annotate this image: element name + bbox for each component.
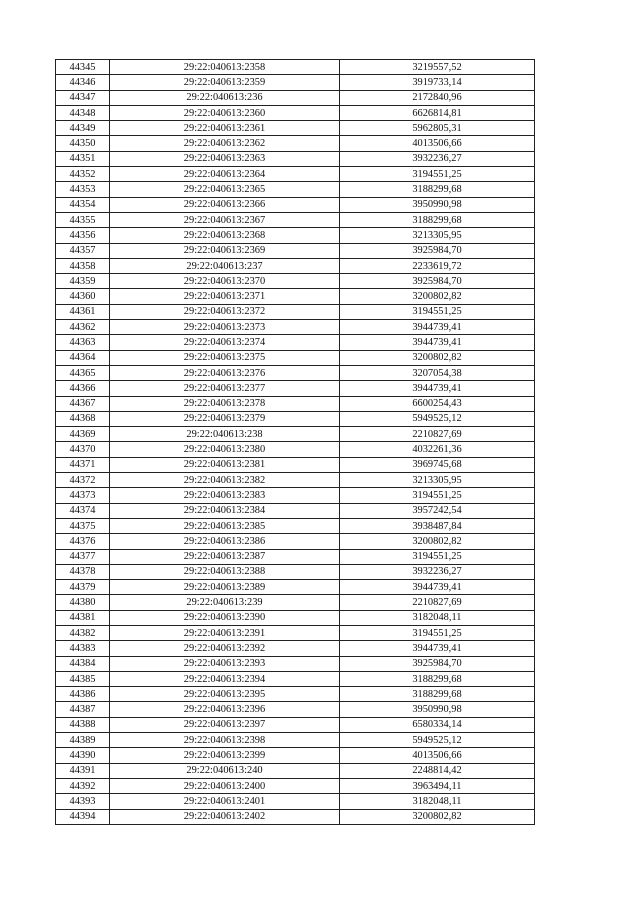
table-row bbox=[56, 656, 535, 671]
value-cell: 3919733,14 bbox=[340, 75, 535, 90]
value-cell: 4032261,36 bbox=[340, 442, 535, 457]
cadastral-number-cell: 29:22:040613:239 bbox=[110, 595, 340, 610]
table-row bbox=[56, 625, 535, 640]
cadastral-number-cell: 29:22:040613:2398 bbox=[110, 733, 340, 748]
table-row bbox=[56, 457, 535, 472]
cadastral-number-cell: 29:22:040613:2390 bbox=[110, 610, 340, 625]
row-number-cell: 44361 bbox=[56, 304, 110, 319]
table-row bbox=[56, 488, 535, 503]
table-row bbox=[56, 518, 535, 533]
cadastral-number-cell: 29:22:040613:2386 bbox=[110, 534, 340, 549]
value-cell: 3188299,68 bbox=[340, 182, 535, 197]
table-row bbox=[56, 75, 535, 90]
cadastral-number-cell: 29:22:040613:2388 bbox=[110, 564, 340, 579]
value-cell: 3182048,11 bbox=[340, 610, 535, 625]
table-row bbox=[56, 320, 535, 335]
row-number-cell: 44375 bbox=[56, 518, 110, 533]
row-number-cell: 44355 bbox=[56, 212, 110, 227]
cadastral-number-cell: 29:22:040613:2397 bbox=[110, 717, 340, 732]
value-cell: 3188299,68 bbox=[340, 687, 535, 702]
cadastral-number-cell: 29:22:040613:2362 bbox=[110, 136, 340, 151]
row-number-cell: 44364 bbox=[56, 350, 110, 365]
table-row bbox=[56, 534, 535, 549]
value-cell: 3944739,41 bbox=[340, 641, 535, 656]
row-number-cell: 44381 bbox=[56, 610, 110, 625]
cadastral-number-cell: 29:22:040613:2389 bbox=[110, 580, 340, 595]
cadastral-number-cell: 29:22:040613:238 bbox=[110, 427, 340, 442]
table-row bbox=[56, 503, 535, 518]
value-cell: 3957242,54 bbox=[340, 503, 535, 518]
table-row bbox=[56, 641, 535, 656]
table-row bbox=[56, 763, 535, 778]
cadastral-number-cell: 29:22:040613:2394 bbox=[110, 671, 340, 686]
row-number-cell: 44394 bbox=[56, 809, 110, 824]
table-row bbox=[56, 228, 535, 243]
row-number-cell: 44372 bbox=[56, 473, 110, 488]
cadastral-number-cell: 29:22:040613:2395 bbox=[110, 687, 340, 702]
table-row bbox=[56, 90, 535, 105]
table-body bbox=[56, 60, 535, 825]
value-cell: 3200802,82 bbox=[340, 534, 535, 549]
row-number-cell: 44352 bbox=[56, 167, 110, 182]
table-row bbox=[56, 167, 535, 182]
cadastral-number-cell: 29:22:040613:2372 bbox=[110, 304, 340, 319]
value-cell: 3182048,11 bbox=[340, 794, 535, 809]
row-number-cell: 44373 bbox=[56, 488, 110, 503]
row-number-cell: 44385 bbox=[56, 671, 110, 686]
row-number-cell: 44351 bbox=[56, 151, 110, 166]
row-number-cell: 44347 bbox=[56, 90, 110, 105]
row-number-cell: 44353 bbox=[56, 182, 110, 197]
cadastral-number-cell: 29:22:040613:2387 bbox=[110, 549, 340, 564]
cadastral-number-cell: 29:22:040613:236 bbox=[110, 90, 340, 105]
value-cell: 3194551,25 bbox=[340, 304, 535, 319]
cadastral-number-cell: 29:22:040613:2369 bbox=[110, 243, 340, 258]
cadastral-number-cell: 29:22:040613:2374 bbox=[110, 335, 340, 350]
table-row bbox=[56, 778, 535, 793]
row-number-cell: 44378 bbox=[56, 564, 110, 579]
cadastral-number-cell: 29:22:040613:2358 bbox=[110, 60, 340, 75]
row-number-cell: 44390 bbox=[56, 748, 110, 763]
row-number-cell: 44350 bbox=[56, 136, 110, 151]
row-number-cell: 44391 bbox=[56, 763, 110, 778]
table-row bbox=[56, 182, 535, 197]
table-row bbox=[56, 564, 535, 579]
cadastral-number-cell: 29:22:040613:2383 bbox=[110, 488, 340, 503]
value-cell: 5949525,12 bbox=[340, 411, 535, 426]
value-cell: 3213305,95 bbox=[340, 473, 535, 488]
value-cell: 6580334,14 bbox=[340, 717, 535, 732]
cadastral-number-cell: 29:22:040613:2377 bbox=[110, 381, 340, 396]
cadastral-number-cell: 29:22:040613:2382 bbox=[110, 473, 340, 488]
table-row bbox=[56, 702, 535, 717]
value-cell: 6626814,81 bbox=[340, 105, 535, 120]
table-row bbox=[56, 411, 535, 426]
cadastral-number-cell: 29:22:040613:2360 bbox=[110, 105, 340, 120]
value-cell: 3950990,98 bbox=[340, 197, 535, 212]
value-cell: 3194551,25 bbox=[340, 625, 535, 640]
table-row bbox=[56, 442, 535, 457]
row-number-cell: 44393 bbox=[56, 794, 110, 809]
row-number-cell: 44354 bbox=[56, 197, 110, 212]
value-cell: 3963494,11 bbox=[340, 778, 535, 793]
table-row bbox=[56, 60, 535, 75]
table-row bbox=[56, 289, 535, 304]
row-number-cell: 44371 bbox=[56, 457, 110, 472]
value-cell: 3213305,95 bbox=[340, 228, 535, 243]
row-number-cell: 44362 bbox=[56, 320, 110, 335]
value-cell: 4013506,66 bbox=[340, 748, 535, 763]
row-number-cell: 44383 bbox=[56, 641, 110, 656]
cadastral-number-cell: 29:22:040613:2401 bbox=[110, 794, 340, 809]
row-number-cell: 44369 bbox=[56, 427, 110, 442]
cadastral-number-cell: 29:22:040613:2384 bbox=[110, 503, 340, 518]
cadastral-number-cell: 29:22:040613:2399 bbox=[110, 748, 340, 763]
value-cell: 3207054,38 bbox=[340, 365, 535, 380]
table-row bbox=[56, 121, 535, 136]
row-number-cell: 44376 bbox=[56, 534, 110, 549]
value-cell: 2210827,69 bbox=[340, 427, 535, 442]
row-number-cell: 44349 bbox=[56, 121, 110, 136]
row-number-cell: 44348 bbox=[56, 105, 110, 120]
row-number-cell: 44386 bbox=[56, 687, 110, 702]
cadastral-number-cell: 29:22:040613:2396 bbox=[110, 702, 340, 717]
cadastral-number-cell: 29:22:040613:2392 bbox=[110, 641, 340, 656]
cadastral-number-cell: 29:22:040613:2365 bbox=[110, 182, 340, 197]
row-number-cell: 44360 bbox=[56, 289, 110, 304]
row-number-cell: 44359 bbox=[56, 274, 110, 289]
cadastral-value-table bbox=[55, 59, 535, 825]
cadastral-number-cell: 29:22:040613:2391 bbox=[110, 625, 340, 640]
value-cell: 3200802,82 bbox=[340, 809, 535, 824]
table-row bbox=[56, 197, 535, 212]
row-number-cell: 44357 bbox=[56, 243, 110, 258]
table-row bbox=[56, 258, 535, 273]
cadastral-number-cell: 29:22:040613:2373 bbox=[110, 320, 340, 335]
table-row bbox=[56, 151, 535, 166]
value-cell: 3938487,84 bbox=[340, 518, 535, 533]
cadastral-number-cell: 29:22:040613:2363 bbox=[110, 151, 340, 166]
table-row bbox=[56, 335, 535, 350]
value-cell: 3925984,70 bbox=[340, 274, 535, 289]
value-cell: 3969745,68 bbox=[340, 457, 535, 472]
value-cell: 2172840,96 bbox=[340, 90, 535, 105]
value-cell: 2210827,69 bbox=[340, 595, 535, 610]
value-cell: 3200802,82 bbox=[340, 289, 535, 304]
cadastral-number-cell: 29:22:040613:2402 bbox=[110, 809, 340, 824]
row-number-cell: 44366 bbox=[56, 381, 110, 396]
cadastral-number-cell: 29:22:040613:2364 bbox=[110, 167, 340, 182]
value-cell: 2248814,42 bbox=[340, 763, 535, 778]
cadastral-number-cell: 29:22:040613:2370 bbox=[110, 274, 340, 289]
row-number-cell: 44358 bbox=[56, 258, 110, 273]
table-row bbox=[56, 549, 535, 564]
cadastral-number-cell: 29:22:040613:2359 bbox=[110, 75, 340, 90]
value-cell: 3194551,25 bbox=[340, 488, 535, 503]
value-cell: 3219557,52 bbox=[340, 60, 535, 75]
table-row bbox=[56, 809, 535, 824]
table-row bbox=[56, 717, 535, 732]
table-row bbox=[56, 580, 535, 595]
cadastral-number-cell: 29:22:040613:2361 bbox=[110, 121, 340, 136]
value-cell: 3194551,25 bbox=[340, 549, 535, 564]
table-row bbox=[56, 136, 535, 151]
cadastral-number-cell: 29:22:040613:2376 bbox=[110, 365, 340, 380]
cadastral-number-cell: 29:22:040613:2380 bbox=[110, 442, 340, 457]
row-number-cell: 44392 bbox=[56, 778, 110, 793]
cadastral-number-cell: 29:22:040613:2378 bbox=[110, 396, 340, 411]
row-number-cell: 44387 bbox=[56, 702, 110, 717]
value-cell: 2233619,72 bbox=[340, 258, 535, 273]
table-row bbox=[56, 212, 535, 227]
value-cell: 3932236,27 bbox=[340, 151, 535, 166]
table-row bbox=[56, 365, 535, 380]
value-cell: 5962805,31 bbox=[340, 121, 535, 136]
value-cell: 3925984,70 bbox=[340, 243, 535, 258]
cadastral-number-cell: 29:22:040613:2375 bbox=[110, 350, 340, 365]
row-number-cell: 44382 bbox=[56, 625, 110, 640]
row-number-cell: 44345 bbox=[56, 60, 110, 75]
value-cell: 3932236,27 bbox=[340, 564, 535, 579]
table-row bbox=[56, 610, 535, 625]
row-number-cell: 44377 bbox=[56, 549, 110, 564]
table-row bbox=[56, 274, 535, 289]
row-number-cell: 44389 bbox=[56, 733, 110, 748]
table-row bbox=[56, 243, 535, 258]
table-row bbox=[56, 396, 535, 411]
table-row bbox=[56, 473, 535, 488]
row-number-cell: 44368 bbox=[56, 411, 110, 426]
value-cell: 4013506,66 bbox=[340, 136, 535, 151]
cadastral-number-cell: 29:22:040613:2368 bbox=[110, 228, 340, 243]
cadastral-number-cell: 29:22:040613:2371 bbox=[110, 289, 340, 304]
cadastral-number-cell: 29:22:040613:240 bbox=[110, 763, 340, 778]
table-row bbox=[56, 733, 535, 748]
table-row bbox=[56, 794, 535, 809]
table-row bbox=[56, 350, 535, 365]
value-cell: 3925984,70 bbox=[340, 656, 535, 671]
row-number-cell: 44370 bbox=[56, 442, 110, 457]
table-row bbox=[56, 105, 535, 120]
table-row bbox=[56, 687, 535, 702]
row-number-cell: 44388 bbox=[56, 717, 110, 732]
cadastral-number-cell: 29:22:040613:2367 bbox=[110, 212, 340, 227]
cadastral-number-cell: 29:22:040613:2385 bbox=[110, 518, 340, 533]
row-number-cell: 44346 bbox=[56, 75, 110, 90]
cadastral-number-cell: 29:22:040613:237 bbox=[110, 258, 340, 273]
value-cell: 3944739,41 bbox=[340, 580, 535, 595]
value-cell: 5949525,12 bbox=[340, 733, 535, 748]
table-row bbox=[56, 671, 535, 686]
table-row bbox=[56, 427, 535, 442]
value-cell: 3188299,68 bbox=[340, 212, 535, 227]
value-cell: 3944739,41 bbox=[340, 381, 535, 396]
table-row bbox=[56, 748, 535, 763]
row-number-cell: 44384 bbox=[56, 656, 110, 671]
table-row bbox=[56, 381, 535, 396]
table-row bbox=[56, 595, 535, 610]
value-cell: 3188299,68 bbox=[340, 671, 535, 686]
row-number-cell: 44374 bbox=[56, 503, 110, 518]
cadastral-number-cell: 29:22:040613:2381 bbox=[110, 457, 340, 472]
value-cell: 6600254,43 bbox=[340, 396, 535, 411]
value-cell: 3944739,41 bbox=[340, 320, 535, 335]
row-number-cell: 44380 bbox=[56, 595, 110, 610]
row-number-cell: 44356 bbox=[56, 228, 110, 243]
value-cell: 3194551,25 bbox=[340, 167, 535, 182]
cadastral-number-cell: 29:22:040613:2400 bbox=[110, 778, 340, 793]
cadastral-number-cell: 29:22:040613:2379 bbox=[110, 411, 340, 426]
value-cell: 3200802,82 bbox=[340, 350, 535, 365]
row-number-cell: 44367 bbox=[56, 396, 110, 411]
table-row bbox=[56, 304, 535, 319]
cadastral-number-cell: 29:22:040613:2366 bbox=[110, 197, 340, 212]
row-number-cell: 44379 bbox=[56, 580, 110, 595]
row-number-cell: 44365 bbox=[56, 365, 110, 380]
cadastral-number-cell: 29:22:040613:2393 bbox=[110, 656, 340, 671]
value-cell: 3944739,41 bbox=[340, 335, 535, 350]
value-cell: 3950990,98 bbox=[340, 702, 535, 717]
row-number-cell: 44363 bbox=[56, 335, 110, 350]
